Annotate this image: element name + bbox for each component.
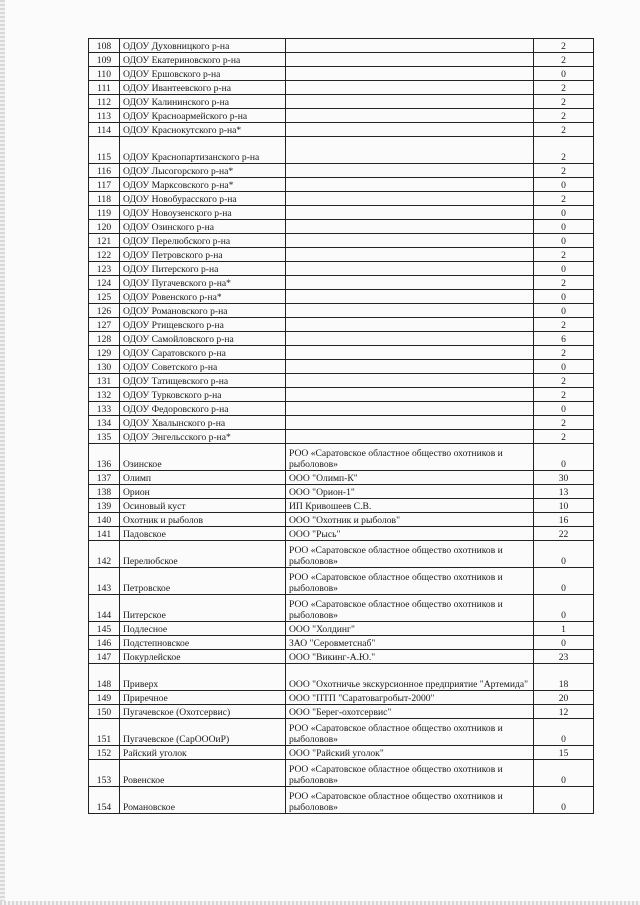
organization-cell: РОО «Саратовское областное общество охотников и рыболовов» bbox=[286, 541, 534, 568]
value-cell: 10 bbox=[534, 499, 594, 513]
row-number-cell: 110 bbox=[89, 67, 120, 81]
row-number-cell: 129 bbox=[89, 346, 120, 360]
grounds-name-cell: Питерское bbox=[120, 595, 286, 622]
table-row bbox=[89, 705, 594, 719]
organization-cell: РОО «Саратовское областное общество охотников и рыболовов» bbox=[286, 787, 534, 814]
table-row bbox=[89, 402, 594, 416]
row-number-cell: 120 bbox=[89, 220, 120, 234]
table-row bbox=[89, 39, 594, 53]
value-cell: 2 bbox=[534, 95, 594, 109]
organization-cell bbox=[286, 332, 534, 346]
value-cell: 2 bbox=[534, 416, 594, 430]
table-row bbox=[89, 234, 594, 248]
grounds-name-cell: Райский уголок bbox=[120, 746, 286, 760]
organization-cell: ООО "Берег-охотсервис" bbox=[286, 705, 534, 719]
table-row bbox=[89, 67, 594, 81]
row-number-cell: 117 bbox=[89, 178, 120, 192]
organization-cell: ООО "Орион-1" bbox=[286, 485, 534, 499]
row-number-cell: 139 bbox=[89, 499, 120, 513]
table-row bbox=[89, 248, 594, 262]
organization-cell bbox=[286, 137, 534, 164]
grounds-name-cell: ОДОУ Красноармейского р-на bbox=[120, 109, 286, 123]
table-row bbox=[89, 388, 594, 402]
row-number-cell: 153 bbox=[89, 760, 120, 787]
table-row bbox=[89, 53, 594, 67]
table-row bbox=[89, 527, 594, 541]
row-number-cell: 136 bbox=[89, 444, 120, 471]
value-cell: 30 bbox=[534, 471, 594, 485]
table-row bbox=[89, 513, 594, 527]
row-number-cell: 108 bbox=[89, 39, 120, 53]
row-number-cell: 130 bbox=[89, 360, 120, 374]
grounds-name-cell: Приречное bbox=[120, 691, 286, 705]
organization-cell bbox=[286, 248, 534, 262]
table-row bbox=[89, 746, 594, 760]
value-cell: 2 bbox=[534, 346, 594, 360]
value-cell: 0 bbox=[534, 444, 594, 471]
value-cell: 0 bbox=[534, 595, 594, 622]
value-cell: 0 bbox=[534, 206, 594, 220]
table-row bbox=[89, 164, 594, 178]
value-cell: 0 bbox=[534, 541, 594, 568]
organization-cell bbox=[286, 304, 534, 318]
organization-cell: ООО "Олимп-К" bbox=[286, 471, 534, 485]
value-cell: 2 bbox=[534, 164, 594, 178]
table-row bbox=[89, 262, 594, 276]
row-number-cell: 122 bbox=[89, 248, 120, 262]
table-body bbox=[89, 39, 594, 814]
value-cell: 0 bbox=[534, 402, 594, 416]
value-cell: 0 bbox=[534, 234, 594, 248]
organization-cell bbox=[286, 318, 534, 332]
row-number-cell: 146 bbox=[89, 636, 120, 650]
value-cell: 0 bbox=[534, 290, 594, 304]
table-row bbox=[89, 178, 594, 192]
row-number-cell: 145 bbox=[89, 622, 120, 636]
page-scan-bottom-edge bbox=[0, 901, 640, 905]
grounds-name-cell: Петровское bbox=[120, 568, 286, 595]
grounds-name-cell: ОДОУ Озинского р-на bbox=[120, 220, 286, 234]
organization-cell: ООО "Охотник и рыболов" bbox=[286, 513, 534, 527]
row-number-cell: 144 bbox=[89, 595, 120, 622]
table-row bbox=[89, 664, 594, 691]
value-cell: 2 bbox=[534, 248, 594, 262]
table-row bbox=[89, 416, 594, 430]
row-number-cell: 128 bbox=[89, 332, 120, 346]
row-number-cell: 140 bbox=[89, 513, 120, 527]
organization-cell: РОО «Саратовское областное общество охотников и рыболовов» bbox=[286, 568, 534, 595]
value-cell: 0 bbox=[534, 262, 594, 276]
organization-cell bbox=[286, 39, 534, 53]
value-cell: 2 bbox=[534, 39, 594, 53]
grounds-name-cell: ОДОУ Духовницкого р-на bbox=[120, 39, 286, 53]
grounds-name-cell: ОДОУ Петровского р-на bbox=[120, 248, 286, 262]
table-row bbox=[89, 787, 594, 814]
value-cell: 0 bbox=[534, 178, 594, 192]
page-scan-edge bbox=[0, 0, 5, 905]
row-number-cell: 125 bbox=[89, 290, 120, 304]
row-number-cell: 116 bbox=[89, 164, 120, 178]
organization-cell: ИП Кривошеев С.В. bbox=[286, 499, 534, 513]
row-number-cell: 133 bbox=[89, 402, 120, 416]
grounds-name-cell: ОДОУ Новоузенского р-на bbox=[120, 206, 286, 220]
row-number-cell: 137 bbox=[89, 471, 120, 485]
grounds-name-cell: Подлесное bbox=[120, 622, 286, 636]
organization-cell bbox=[286, 123, 534, 137]
organization-cell bbox=[286, 67, 534, 81]
organization-cell bbox=[286, 416, 534, 430]
organization-cell: РОО «Саратовское областное общество охотников и рыболовов» bbox=[286, 760, 534, 787]
table-row bbox=[89, 444, 594, 471]
row-number-cell: 112 bbox=[89, 95, 120, 109]
row-number-cell: 119 bbox=[89, 206, 120, 220]
grounds-name-cell: ОДОУ Марксовского р-на* bbox=[120, 178, 286, 192]
grounds-name-cell: Пугачевское (Охотсервис) bbox=[120, 705, 286, 719]
grounds-name-cell: ОДОУ Краснокутского р-на* bbox=[120, 123, 286, 137]
table-row bbox=[89, 276, 594, 290]
row-number-cell: 114 bbox=[89, 123, 120, 137]
organization-cell: ООО "Викинг-А.Ю." bbox=[286, 650, 534, 664]
table-row bbox=[89, 374, 594, 388]
grounds-name-cell: Покурлейское bbox=[120, 650, 286, 664]
value-cell: 0 bbox=[534, 220, 594, 234]
organization-cell bbox=[286, 262, 534, 276]
organization-cell bbox=[286, 206, 534, 220]
value-cell: 2 bbox=[534, 81, 594, 95]
row-number-cell: 127 bbox=[89, 318, 120, 332]
row-number-cell: 152 bbox=[89, 746, 120, 760]
table-row bbox=[89, 123, 594, 137]
organization-cell bbox=[286, 290, 534, 304]
hunting-grounds-table bbox=[88, 38, 594, 814]
organization-cell bbox=[286, 178, 534, 192]
organization-cell bbox=[286, 109, 534, 123]
table-row bbox=[89, 485, 594, 499]
grounds-name-cell: Осиновый куст bbox=[120, 499, 286, 513]
grounds-name-cell: ОДОУ Ершовского р-на bbox=[120, 67, 286, 81]
value-cell: 13 bbox=[534, 485, 594, 499]
value-cell: 1 bbox=[534, 622, 594, 636]
row-number-cell: 131 bbox=[89, 374, 120, 388]
table-row bbox=[89, 650, 594, 664]
organization-cell bbox=[286, 346, 534, 360]
grounds-name-cell: ОДОУ Ивантеевского р-на bbox=[120, 81, 286, 95]
table-row bbox=[89, 220, 594, 234]
organization-cell: ЗАО "Серовметснаб" bbox=[286, 636, 534, 650]
table-row bbox=[89, 595, 594, 622]
organization-cell bbox=[286, 81, 534, 95]
table-row bbox=[89, 346, 594, 360]
value-cell: 23 bbox=[534, 650, 594, 664]
row-number-cell: 109 bbox=[89, 53, 120, 67]
grounds-name-cell: Романовское bbox=[120, 787, 286, 814]
row-number-cell: 148 bbox=[89, 664, 120, 691]
row-number-cell: 123 bbox=[89, 262, 120, 276]
organization-cell bbox=[286, 192, 534, 206]
table-row bbox=[89, 691, 594, 705]
value-cell: 12 bbox=[534, 705, 594, 719]
table-row bbox=[89, 192, 594, 206]
value-cell: 2 bbox=[534, 109, 594, 123]
organization-cell: ООО "Райский уголок" bbox=[286, 746, 534, 760]
value-cell: 22 bbox=[534, 527, 594, 541]
grounds-name-cell: ОДОУ Калининского р-на bbox=[120, 95, 286, 109]
table-row bbox=[89, 541, 594, 568]
row-number-cell: 118 bbox=[89, 192, 120, 206]
value-cell: 15 bbox=[534, 746, 594, 760]
grounds-name-cell: Пугачевское (СарОООиР) bbox=[120, 719, 286, 746]
organization-cell: РОО «Саратовское областное общество охотников и рыболовов» bbox=[286, 444, 534, 471]
row-number-cell: 134 bbox=[89, 416, 120, 430]
row-number-cell: 126 bbox=[89, 304, 120, 318]
row-number-cell: 121 bbox=[89, 234, 120, 248]
organization-cell: РОО «Саратовское областное общество охотников и рыболовов» bbox=[286, 719, 534, 746]
table-row bbox=[89, 499, 594, 513]
value-cell: 2 bbox=[534, 388, 594, 402]
value-cell: 0 bbox=[534, 636, 594, 650]
organization-cell: РОО «Саратовское областное общество охотников и рыболовов» bbox=[286, 595, 534, 622]
value-cell: 0 bbox=[534, 787, 594, 814]
row-number-cell: 147 bbox=[89, 650, 120, 664]
table-row bbox=[89, 137, 594, 164]
organization-cell bbox=[286, 430, 534, 444]
table-row bbox=[89, 568, 594, 595]
organization-cell bbox=[286, 164, 534, 178]
row-number-cell: 143 bbox=[89, 568, 120, 595]
organization-cell bbox=[286, 53, 534, 67]
table-row bbox=[89, 318, 594, 332]
table-row bbox=[89, 360, 594, 374]
grounds-name-cell: ОДОУ Советского р-на bbox=[120, 360, 286, 374]
grounds-name-cell: ОДОУ Турковского р-на bbox=[120, 388, 286, 402]
organization-cell bbox=[286, 276, 534, 290]
row-number-cell: 142 bbox=[89, 541, 120, 568]
row-number-cell: 135 bbox=[89, 430, 120, 444]
grounds-name-cell: ОДОУ Питерского р-на bbox=[120, 262, 286, 276]
value-cell: 0 bbox=[534, 67, 594, 81]
value-cell: 2 bbox=[534, 430, 594, 444]
row-number-cell: 124 bbox=[89, 276, 120, 290]
row-number-cell: 113 bbox=[89, 109, 120, 123]
organization-cell bbox=[286, 374, 534, 388]
organization-cell bbox=[286, 388, 534, 402]
row-number-cell: 149 bbox=[89, 691, 120, 705]
table-row bbox=[89, 109, 594, 123]
row-number-cell: 154 bbox=[89, 787, 120, 814]
row-number-cell: 151 bbox=[89, 719, 120, 746]
table-row bbox=[89, 206, 594, 220]
organization-cell: ООО "Охотничье экскурсионное предприятие "Артемида" bbox=[286, 664, 534, 691]
row-number-cell: 132 bbox=[89, 388, 120, 402]
value-cell: 18 bbox=[534, 664, 594, 691]
organization-cell bbox=[286, 95, 534, 109]
organization-cell bbox=[286, 360, 534, 374]
grounds-name-cell: ОДОУ Новобурасского р-на bbox=[120, 192, 286, 206]
organization-cell bbox=[286, 220, 534, 234]
grounds-name-cell: ОДОУ Самойловского р-на bbox=[120, 332, 286, 346]
value-cell: 0 bbox=[534, 304, 594, 318]
grounds-name-cell: Орион bbox=[120, 485, 286, 499]
row-number-cell: 141 bbox=[89, 527, 120, 541]
value-cell: 6 bbox=[534, 332, 594, 346]
table-row bbox=[89, 471, 594, 485]
grounds-name-cell: Подстепновское bbox=[120, 636, 286, 650]
grounds-name-cell: ОДОУ Ровенского р-на* bbox=[120, 290, 286, 304]
grounds-name-cell: Озинское bbox=[120, 444, 286, 471]
grounds-name-cell: ОДОУ Екатериновского р-на bbox=[120, 53, 286, 67]
value-cell: 2 bbox=[534, 123, 594, 137]
table-row bbox=[89, 719, 594, 746]
grounds-name-cell: ОДОУ Федоровского р-на bbox=[120, 402, 286, 416]
grounds-name-cell: Перелюбское bbox=[120, 541, 286, 568]
row-number-cell: 115 bbox=[89, 137, 120, 164]
grounds-name-cell: Охотник и рыболов bbox=[120, 513, 286, 527]
organization-cell: ООО "Холдинг" bbox=[286, 622, 534, 636]
grounds-name-cell: Ровенское bbox=[120, 760, 286, 787]
value-cell: 2 bbox=[534, 53, 594, 67]
table-row bbox=[89, 304, 594, 318]
table-row bbox=[89, 95, 594, 109]
value-cell: 2 bbox=[534, 276, 594, 290]
grounds-name-cell: ОДОУ Перелюбского р-на bbox=[120, 234, 286, 248]
table-row bbox=[89, 760, 594, 787]
row-number-cell: 150 bbox=[89, 705, 120, 719]
value-cell: 0 bbox=[534, 760, 594, 787]
organization-cell: ООО "Рысь" bbox=[286, 527, 534, 541]
organization-cell: ООО "ПТП "Саратовагробыт-2000" bbox=[286, 691, 534, 705]
value-cell: 0 bbox=[534, 360, 594, 374]
value-cell: 2 bbox=[534, 374, 594, 388]
value-cell: 2 bbox=[534, 192, 594, 206]
grounds-name-cell: ОДОУ Лысогорского р-на* bbox=[120, 164, 286, 178]
value-cell: 16 bbox=[534, 513, 594, 527]
value-cell: 0 bbox=[534, 568, 594, 595]
grounds-name-cell: ОДОУ Саратовского р-на bbox=[120, 346, 286, 360]
value-cell: 20 bbox=[534, 691, 594, 705]
table-row bbox=[89, 636, 594, 650]
grounds-name-cell: ОДОУ Краснопартизанского р-на bbox=[120, 137, 286, 164]
grounds-name-cell: ОДОУ Энгельсского р-на* bbox=[120, 430, 286, 444]
grounds-name-cell: ОДОУ Пугачевского р-на* bbox=[120, 276, 286, 290]
value-cell: 2 bbox=[534, 137, 594, 164]
row-number-cell: 111 bbox=[89, 81, 120, 95]
organization-cell bbox=[286, 402, 534, 416]
grounds-name-cell: Падовское bbox=[120, 527, 286, 541]
row-number-cell: 138 bbox=[89, 485, 120, 499]
organization-cell bbox=[286, 234, 534, 248]
grounds-name-cell: Приверх bbox=[120, 664, 286, 691]
table-row bbox=[89, 622, 594, 636]
value-cell: 0 bbox=[534, 719, 594, 746]
grounds-name-cell: ОДОУ Хвалынского р-на bbox=[120, 416, 286, 430]
table-row bbox=[89, 332, 594, 346]
table-row bbox=[89, 81, 594, 95]
grounds-name-cell: ОДОУ Ртищевского р-на bbox=[120, 318, 286, 332]
grounds-name-cell: ОДОУ Татищевского р-на bbox=[120, 374, 286, 388]
value-cell: 2 bbox=[534, 318, 594, 332]
grounds-name-cell: ОДОУ Романовского р-на bbox=[120, 304, 286, 318]
grounds-name-cell: Олимп bbox=[120, 471, 286, 485]
table-row bbox=[89, 430, 594, 444]
table-row bbox=[89, 290, 594, 304]
